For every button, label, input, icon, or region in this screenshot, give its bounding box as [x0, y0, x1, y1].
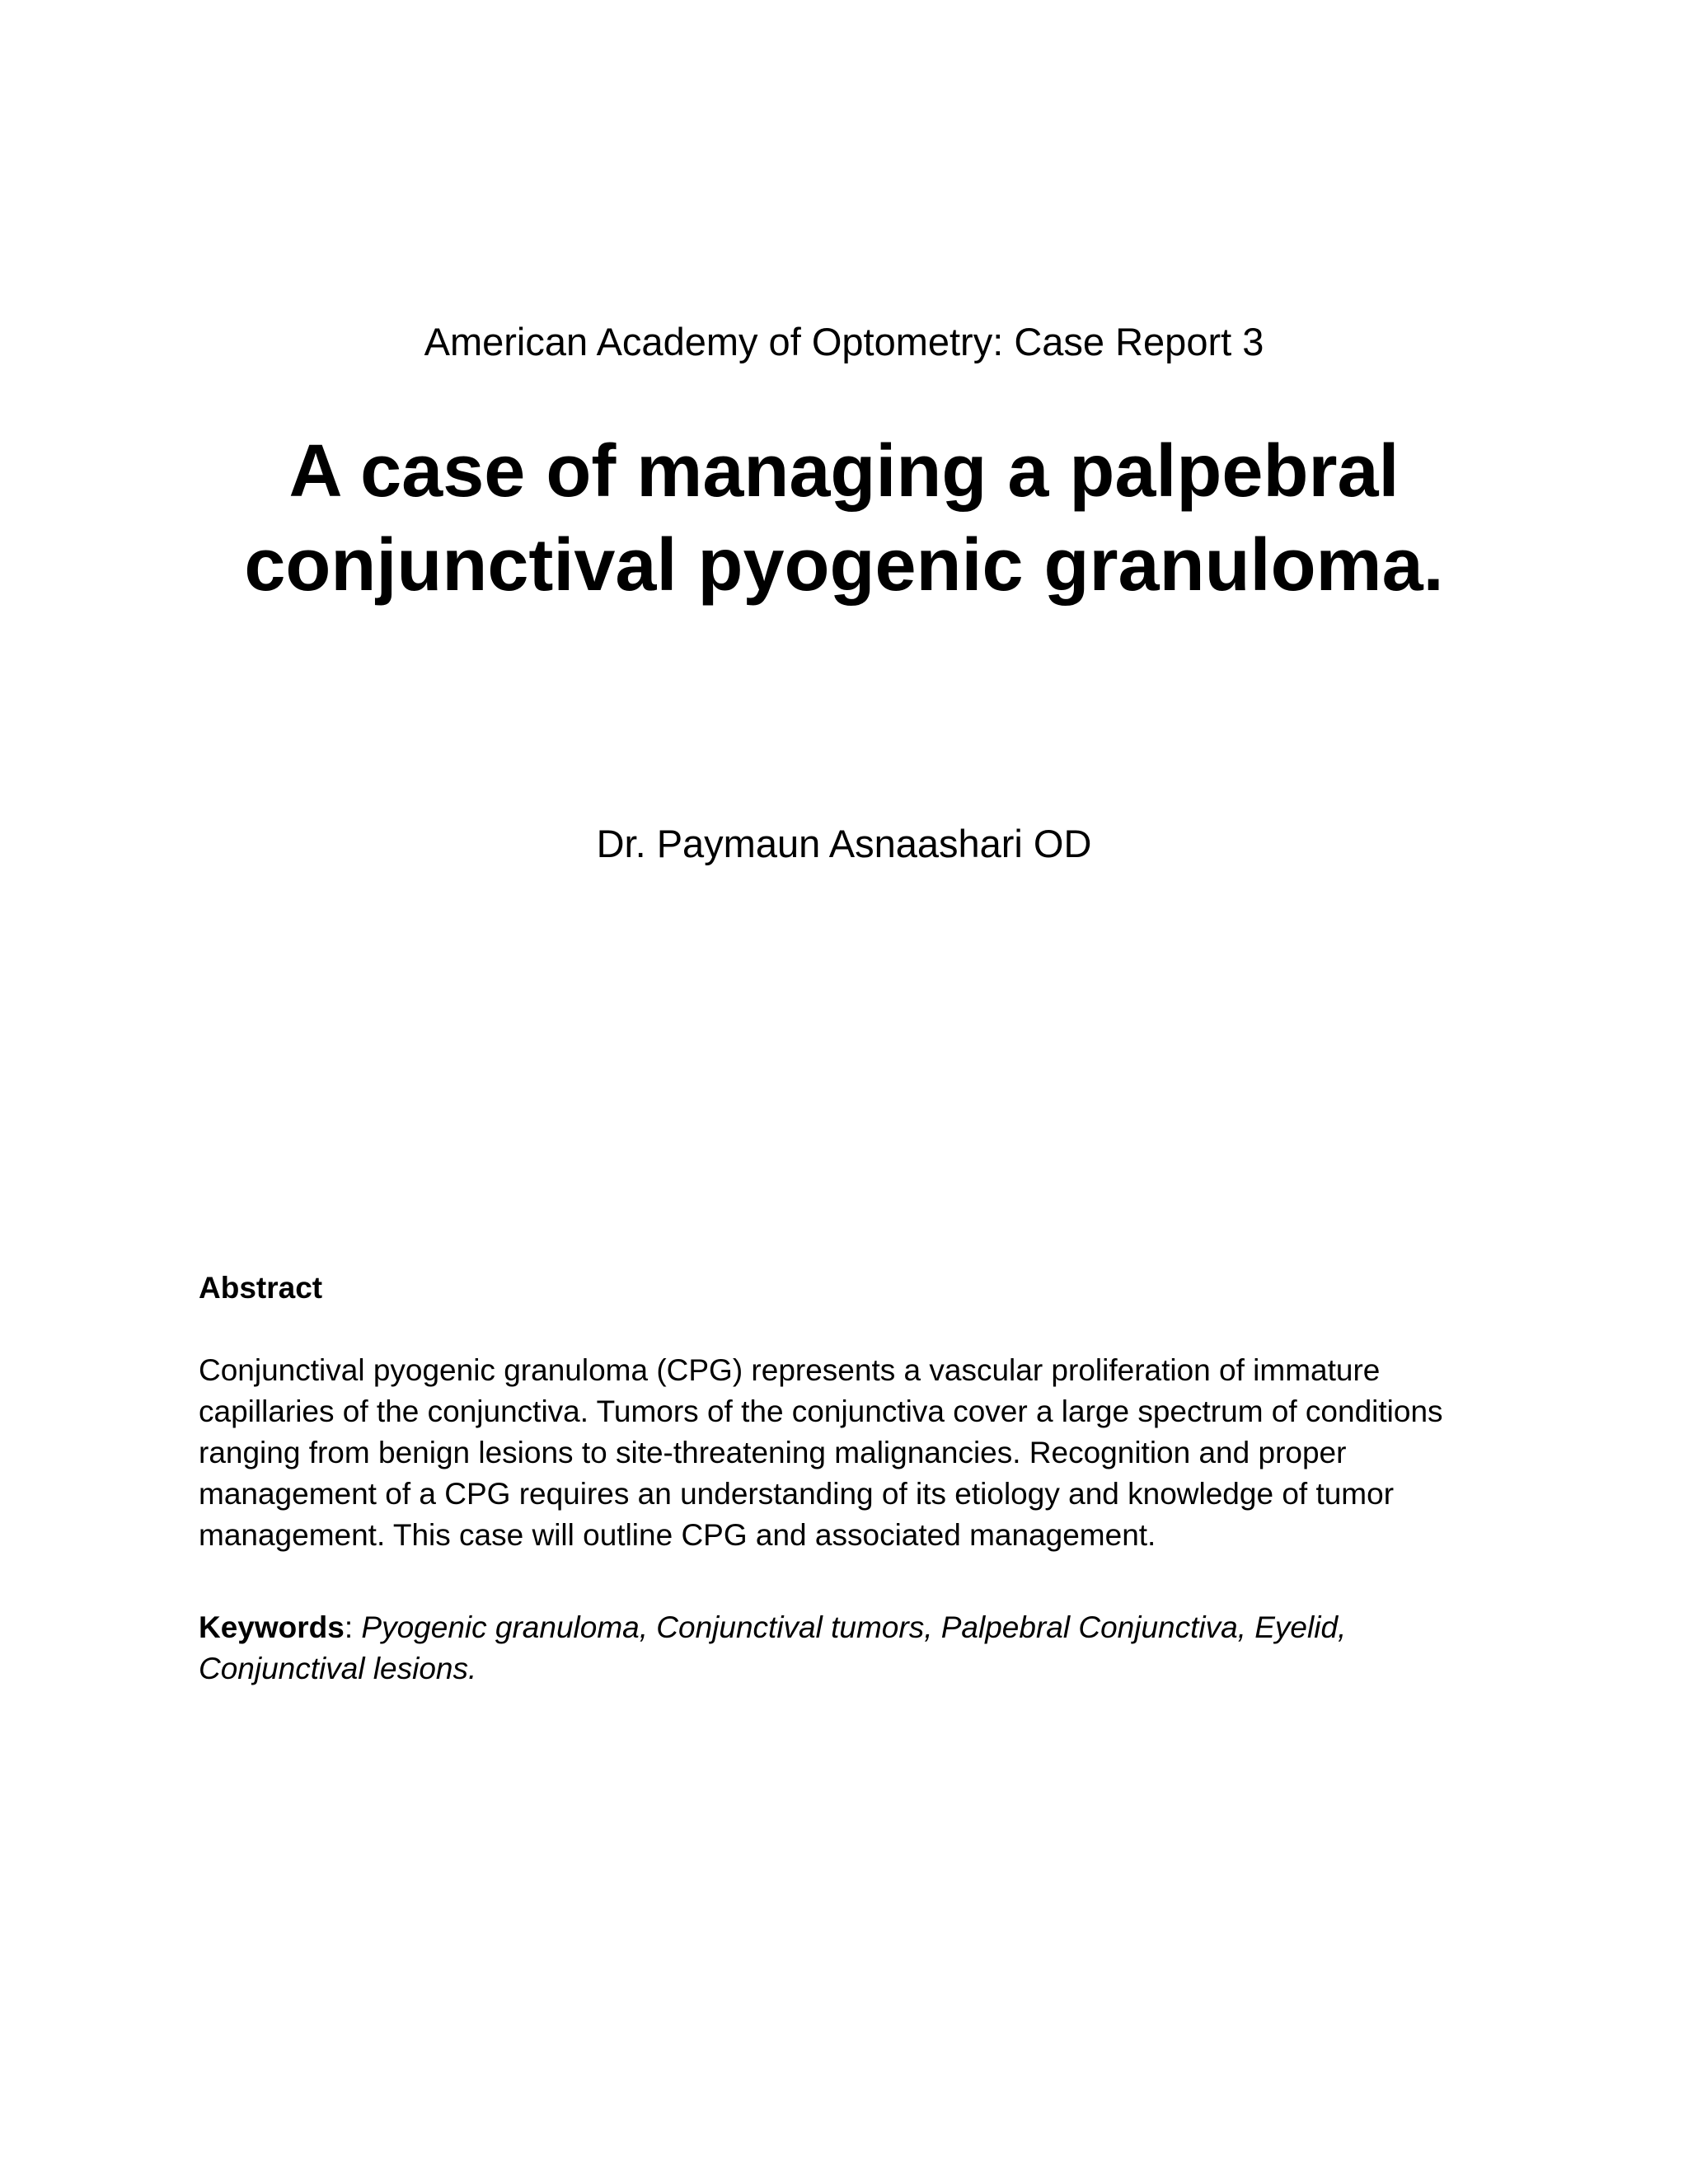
title-line: A case of managing a palpebral: [288, 430, 1400, 513]
abstract-line: Conjunctival pyogenic granuloma (CPG) represents a vascular proliferation of immature: [199, 1353, 1381, 1387]
abstract-line: management. This case will outline CPG and associated management.: [199, 1518, 1156, 1552]
abstract-line: capillaries of the conjunctiva. Tumors of the conjunctiva cover a large spectrum of conditions: [199, 1394, 1443, 1428]
keywords-label: Keywords: [199, 1610, 345, 1644]
keywords-separator: :: [344, 1610, 362, 1644]
title-line: conjunctival pyogenic granuloma.: [244, 524, 1444, 607]
abstract-heading: Abstract: [199, 1271, 323, 1305]
abstract-line: management of a CPG requires an understanding of its etiology and knowledge of tumor: [199, 1477, 1395, 1511]
keywords-section: [199, 1607, 1517, 1690]
keywords-text-continued: Conjunctival lesions.: [199, 1652, 477, 1685]
series-line: American Academy of Optometry: Case Report 3: [424, 320, 1264, 363]
abstract-line: ranging from benign lesions to site-threatening malignancies. Recognition and proper: [199, 1436, 1347, 1469]
author-name: Dr. Paymaun Asnaashari OD: [596, 822, 1092, 865]
abstract-body: [199, 1350, 1517, 1556]
keywords-text: Pyogenic granuloma, Conjunctival tumors, Palpebral Conjunctiva, Eyelid,: [361, 1610, 1347, 1644]
page-title: [0, 424, 1688, 612]
keywords-line: [199, 1607, 1517, 1648]
